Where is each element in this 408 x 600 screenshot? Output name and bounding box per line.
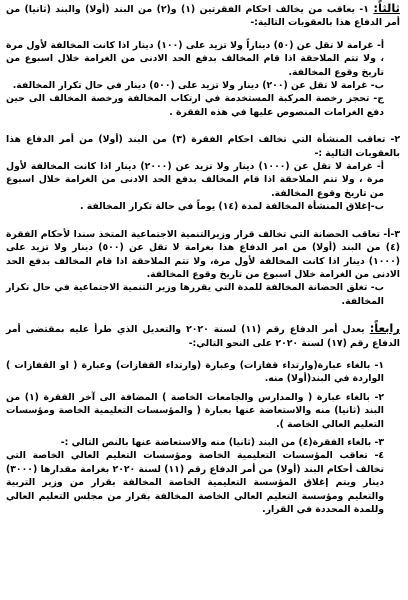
section4-heading: رابعاً:: [369, 321, 400, 336]
amendment-1: ١- بالغاء عبارة(وارتداء قفازات) وعبارة (وارتداء القفازات) وعبارة ( او القفازات ) الواردة في البند(أولا) منه.: [6, 359, 384, 385]
amendment-3-new-text: ٤- تعاقب المؤسسات التعليمية الخاصة ومؤسسات التعليم العالي الخاصة التي تخالف أحكام البند (أولا) من أمر الدفاع رقم (١١) لسنة ٢٠٢٠ بغرامة مقدارها (٣٠٠٠) دينار ويتم إغلاق المؤسسة التعليمية الخاصة المخالفة بقرار من وزير التربية والتعليم ومؤسسة التعليم العالي الخاصة المخالفة بقرار من مجلس التعليم العالي وللمدة المحددة في القرار.: [6, 450, 385, 515]
amendment-3: ٣- بالغاء الفقرة(٤) من البند (ثانيا) منه والاستعاضة عنها بالنص التالي :-: [60, 436, 384, 448]
clause-2: ٢- تعاقب المنشأة التي تخالف احكام الفقرة (٣) من البند (أولا) من أمر الدفاع هذا بالعقوبات التالية :-: [6, 134, 400, 159]
clause-1c: ج- تحجز رخصة المركبة المستخدمة في ارتكاب المخالفة ورخصة المخالف الى حين دفع الغرامات المنصوص عليها في هذه الفقرة .: [6, 93, 384, 118]
clause-2b: ب-إغلاق المنشأة المخالفة لمدة (١٤) يوماً في حالة تكرار المخالفة .: [79, 201, 384, 213]
section3-intro-text: ١- يعاقب من يخالف احكام الفقرتين (١) و(٢) من البند (أولا) والبند (ثانيا) من أمر الدفاع هذا بالعقوبات التالية:-: [6, 4, 400, 29]
section3-heading: ثالثاً:: [373, 1, 400, 15]
clause-1a: أ- غرامة لا تقل عن (٥٠) ديناراً ولا تزيد على (١٠٠) دينار اذا كانت المخالفة لأول مرة ، ولا تتم الملاحقة اذا قام المخالف بدفع الحد الادنى من الغرامة خلال اسبوع من تاريخ وقوع المخالفة.: [6, 39, 385, 78]
section3-intro: [6, 2, 400, 30]
clause-3a: ٣-أ- تعاقب الحضانة التي تخالف قرار وزيرالتنمية الاجتماعية المتخذ سندا لأحكام الفقرة (٤) من البند (أولا) من امر الدفاع هذا بغرامة لا تقل عن (٥٠٠) دينار ولا تزيد على (١٠٠٠) دينار اذا كانت المخالفة لأول مرة، ولا تتم الملاحقة اذا قام المخالف بدفع الحد الادنى من الغرامة خلال اسبوع من تاريخ وقوع المخالفة.: [6, 228, 400, 280]
section4-intro: [6, 322, 400, 350]
clause-3b: ب- تغلق الحضانة المخالفة للمدة التي يقررها وزير التنمية الاجتماعية في حال تكرار المخالفة.: [6, 282, 384, 307]
clause-2a: أ- غرامة لا تقل عن (١٠٠٠) دينار ولا تزيد عن (٢٠٠٠) دينار اذا كانت المخالفة لأول مرة ، ولا تتم الملاحقة اذا قام المخالف بدفع الحد الادنى من الغرامة خلال اسبوع من تاريخ وقوع المخالفة.: [6, 161, 384, 199]
clause-1b: ب- غرامة لا تقل عن (٢٠٠) دينار ولا تزيد على (٥٠٠) دينار في حال تكرار المخالفة.: [12, 80, 384, 92]
amendment-2: ٢- بالغاء عبارة ( والمدارس والجامعات الخاصة ) المضافة الى آخر الفقرة (١) من البند (ثانيا) منه والاستعاضة عنها بعبارة ( والمؤسسات التعليمية الخاصة ومؤسسات التعليم العالي الخاصة ).: [6, 391, 384, 430]
section4-intro-text: يعدل أمر الدفاع رقم (١١) لسنة ٢٠٢٠ والتعديل الذي طرأ عليه بمقتضى أمر الدفاع رقم (١٧) لسنة ٢٠٢٠ على النحو التالي:-: [6, 324, 400, 349]
